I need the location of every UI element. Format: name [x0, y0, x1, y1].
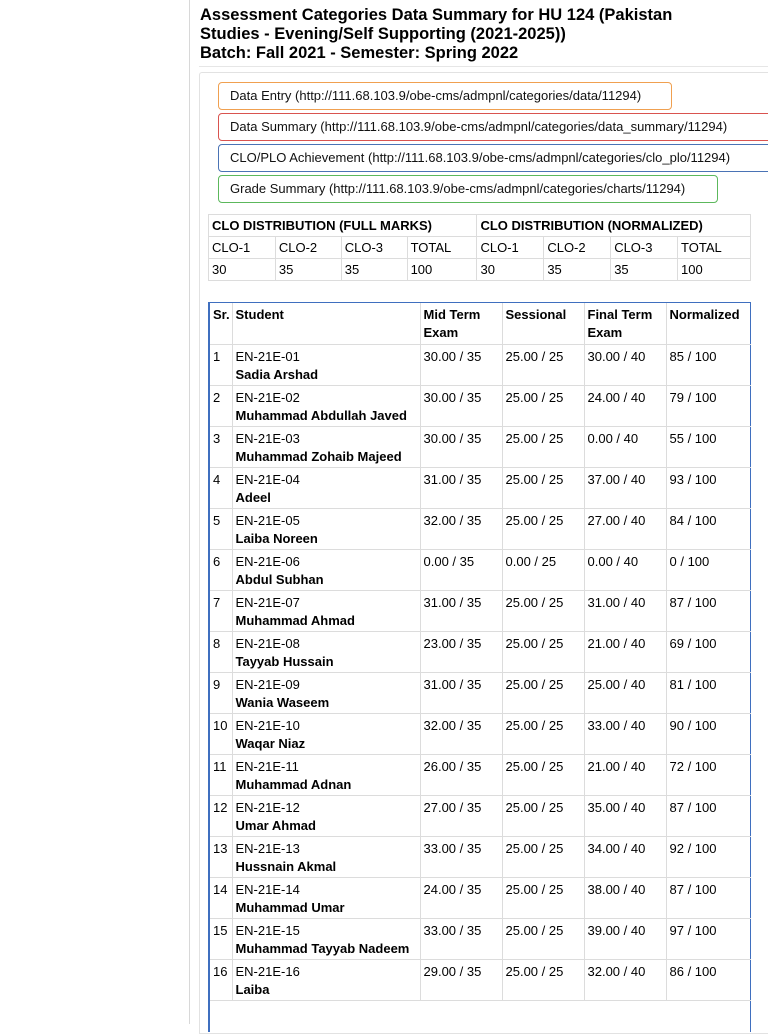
grade-summary-link[interactable]: Grade Summary (http://111.68.103.9/obe-cms/admpnl/categories/charts/11294) — [218, 175, 718, 203]
student-name: Hussnain Akmal — [235, 859, 337, 874]
student-cell — [232, 468, 420, 509]
table-row — [210, 427, 751, 468]
registration-number: EN-21E-14 — [235, 882, 300, 897]
serial-cell: 16 — [210, 960, 232, 1001]
student-cell — [232, 878, 420, 919]
registration-number: EN-21E-11 — [235, 759, 299, 774]
table-row — [210, 837, 751, 878]
serial-cell: 3 — [210, 427, 232, 468]
mid-term-score: 23.00 / 35 — [420, 632, 502, 673]
table-row — [210, 796, 751, 837]
sessional-score: 25.00 / 25 — [502, 468, 584, 509]
clo-header-cell: CLO-3 — [611, 237, 678, 259]
normalized-score: 72 / 100 — [666, 755, 751, 796]
serial-cell: 11 — [210, 755, 232, 796]
student-cell — [232, 632, 420, 673]
normalized-score: 84 / 100 — [666, 509, 751, 550]
table-row — [210, 468, 751, 509]
final-term-score: 37.00 / 40 — [584, 468, 666, 509]
col-header-sr: Sr. — [210, 303, 232, 345]
table-row — [210, 550, 751, 591]
sessional-score: 25.00 / 25 — [502, 714, 584, 755]
registration-number: EN-21E-01 — [235, 349, 300, 364]
table-row — [210, 673, 751, 714]
table-row — [210, 345, 751, 386]
student-summary-table — [210, 303, 751, 1001]
sessional-score: 25.00 / 25 — [502, 509, 584, 550]
table-row — [210, 919, 751, 960]
student-cell — [232, 960, 420, 1001]
mid-term-score: 33.00 / 35 — [420, 919, 502, 960]
mid-term-score: 0.00 / 35 — [420, 550, 502, 591]
student-name: Muhammad Adnan — [235, 777, 352, 792]
student-name: Wania Waseem — [235, 695, 330, 710]
final-term-score: 27.00 / 40 — [584, 509, 666, 550]
serial-cell: 9 — [210, 673, 232, 714]
registration-number: EN-21E-05 — [235, 513, 300, 528]
sessional-score: 25.00 / 25 — [502, 837, 584, 878]
serial-cell: 13 — [210, 837, 232, 878]
student-name: Abdul Subhan — [235, 572, 324, 587]
col-header-student: Student — [232, 303, 420, 345]
mid-term-score: 30.00 / 35 — [420, 345, 502, 386]
page-subtitle-batch: Batch: Fall 2021 - Semester: Spring 2022 — [200, 44, 519, 62]
clo-value-cell: 35 — [341, 259, 407, 281]
registration-number: EN-21E-12 — [235, 800, 300, 815]
mid-term-score: 27.00 / 35 — [420, 796, 502, 837]
normalized-score: 93 / 100 — [666, 468, 751, 509]
sessional-score: 25.00 / 25 — [502, 386, 584, 427]
mid-term-score: 31.00 / 35 — [420, 591, 502, 632]
mid-term-score: 30.00 / 35 — [420, 386, 502, 427]
student-name: Laiba — [235, 982, 270, 997]
student-name: Adeel — [235, 490, 271, 505]
student-name: Muhammad Umar — [235, 900, 345, 915]
sidebar-divider — [189, 0, 190, 1024]
final-term-score: 33.00 / 40 — [584, 714, 666, 755]
data-entry-link[interactable]: Data Entry (http://111.68.103.9/obe-cms/admpnl/categories/data/11294) — [218, 82, 672, 110]
final-term-score: 32.00 / 40 — [584, 960, 666, 1001]
clo-value-cell: 35 — [275, 259, 341, 281]
serial-cell: 1 — [210, 345, 232, 386]
student-cell — [232, 919, 420, 960]
clo-column-header-row — [209, 237, 751, 259]
table-row — [210, 386, 751, 427]
clo-header-cell: CLO-3 — [341, 237, 407, 259]
registration-number: EN-21E-06 — [235, 554, 300, 569]
final-term-score: 0.00 / 40 — [584, 427, 666, 468]
clo-value-row — [209, 259, 751, 281]
clo-value-cell: 100 — [678, 259, 751, 281]
serial-cell: 8 — [210, 632, 232, 673]
clo-header-cell: CLO-1 — [209, 237, 276, 259]
registration-number: EN-21E-04 — [235, 472, 300, 487]
normalized-score: 79 / 100 — [666, 386, 751, 427]
data-summary-link[interactable]: Data Summary (http://111.68.103.9/obe-cms/admpnl/categories/data_summary/11294) — [218, 113, 768, 141]
final-term-score: 21.00 / 40 — [584, 632, 666, 673]
serial-cell: 14 — [210, 878, 232, 919]
student-name: Laiba Noreen — [235, 531, 318, 546]
normalized-score: 55 / 100 — [666, 427, 751, 468]
clo-group-header-row — [209, 215, 751, 237]
clo-normalized-heading: CLO DISTRIBUTION (NORMALIZED) — [477, 215, 751, 237]
mid-term-score: 24.00 / 35 — [420, 878, 502, 919]
sessional-score: 25.00 / 25 — [502, 796, 584, 837]
clo-header-cell: CLO-1 — [477, 237, 544, 259]
clo-plo-achievement-link[interactable]: CLO/PLO Achievement (http://111.68.103.9/obe-cms/admpnl/categories/clo_plo/11294) — [218, 144, 768, 172]
student-name: Umar Ahmad — [235, 818, 316, 833]
final-term-score: 39.00 / 40 — [584, 919, 666, 960]
student-name: Waqar Niaz — [235, 736, 306, 751]
final-term-score: 21.00 / 40 — [584, 755, 666, 796]
registration-number: EN-21E-13 — [235, 841, 300, 856]
student-name: Muhammad Ahmad — [235, 613, 355, 628]
student-name: Muhammad Zohaib Majeed — [235, 449, 402, 464]
clo-distribution-table — [208, 214, 751, 281]
serial-cell: 6 — [210, 550, 232, 591]
final-term-score: 31.00 / 40 — [584, 591, 666, 632]
clo-value-cell: 35 — [611, 259, 678, 281]
clo-value-cell: 35 — [544, 259, 611, 281]
normalized-score: 86 / 100 — [666, 960, 751, 1001]
sessional-score: 25.00 / 25 — [502, 427, 584, 468]
student-table-header-row — [210, 303, 751, 345]
serial-cell: 10 — [210, 714, 232, 755]
normalized-score: 87 / 100 — [666, 796, 751, 837]
student-name: Muhammad Abdullah Javed — [235, 408, 407, 423]
final-term-score: 24.00 / 40 — [584, 386, 666, 427]
student-name: Muhammad Tayyab Nadeem — [235, 941, 410, 956]
mid-term-score: 31.00 / 35 — [420, 673, 502, 714]
serial-cell: 15 — [210, 919, 232, 960]
normalized-score: 0 / 100 — [666, 550, 751, 591]
col-header-mid-term: Mid Term Exam — [420, 303, 502, 345]
clo-value-cell: 30 — [477, 259, 544, 281]
student-name: Tayyab Hussain — [235, 654, 334, 669]
final-term-score: 35.00 / 40 — [584, 796, 666, 837]
clo-full-marks-heading: CLO DISTRIBUTION (FULL MARKS) — [209, 215, 477, 237]
student-cell — [232, 345, 420, 386]
col-header-normalized: Normalized — [666, 303, 751, 345]
sessional-score: 25.00 / 25 — [502, 755, 584, 796]
sessional-score: 25.00 / 25 — [502, 960, 584, 1001]
normalized-score: 92 / 100 — [666, 837, 751, 878]
sessional-score: 25.00 / 25 — [502, 919, 584, 960]
registration-number: EN-21E-03 — [235, 431, 300, 446]
student-cell — [232, 591, 420, 632]
student-cell — [232, 714, 420, 755]
serial-cell: 7 — [210, 591, 232, 632]
student-summary-container — [208, 302, 751, 1032]
mid-term-score: 26.00 / 35 — [420, 755, 502, 796]
serial-cell: 5 — [210, 509, 232, 550]
student-cell — [232, 386, 420, 427]
sessional-score: 0.00 / 25 — [502, 550, 584, 591]
clo-header-cell: TOTAL — [407, 237, 477, 259]
page-title — [200, 6, 740, 63]
sessional-score: 25.00 / 25 — [502, 591, 584, 632]
registration-number: EN-21E-02 — [235, 390, 300, 405]
student-cell — [232, 427, 420, 468]
normalized-score: 81 / 100 — [666, 673, 751, 714]
table-row — [210, 509, 751, 550]
mid-term-score: 32.00 / 35 — [420, 509, 502, 550]
normalized-score: 69 / 100 — [666, 632, 751, 673]
sessional-score: 25.00 / 25 — [502, 673, 584, 714]
col-header-final-term: Final Term Exam — [584, 303, 666, 345]
mid-term-score: 31.00 / 35 — [420, 468, 502, 509]
header-divider — [199, 66, 768, 67]
serial-cell: 12 — [210, 796, 232, 837]
table-row — [210, 755, 751, 796]
serial-cell: 4 — [210, 468, 232, 509]
final-term-score: 30.00 / 40 — [584, 345, 666, 386]
registration-number: EN-21E-15 — [235, 923, 300, 938]
registration-number: EN-21E-10 — [235, 718, 300, 733]
student-cell — [232, 509, 420, 550]
student-cell — [232, 837, 420, 878]
mid-term-score: 30.00 / 35 — [420, 427, 502, 468]
registration-number: EN-21E-09 — [235, 677, 300, 692]
serial-cell: 2 — [210, 386, 232, 427]
clo-value-cell: 100 — [407, 259, 477, 281]
table-row — [210, 878, 751, 919]
normalized-score: 87 / 100 — [666, 878, 751, 919]
registration-number: EN-21E-08 — [235, 636, 300, 651]
registration-number: EN-21E-07 — [235, 595, 300, 610]
table-row — [210, 714, 751, 755]
normalized-score: 85 / 100 — [666, 345, 751, 386]
clo-header-cell: CLO-2 — [544, 237, 611, 259]
mid-term-score: 32.00 / 35 — [420, 714, 502, 755]
clo-value-cell: 30 — [209, 259, 276, 281]
sessional-score: 25.00 / 25 — [502, 345, 584, 386]
page-title-line-2: Studies - Evening/Self Supporting (2021-2025)) — [200, 25, 566, 43]
final-term-score: 34.00 / 40 — [584, 837, 666, 878]
final-term-score: 0.00 / 40 — [584, 550, 666, 591]
final-term-score: 25.00 / 40 — [584, 673, 666, 714]
normalized-score: 87 / 100 — [666, 591, 751, 632]
table-row — [210, 960, 751, 1001]
table-row — [210, 632, 751, 673]
normalized-score: 90 / 100 — [666, 714, 751, 755]
page-title-line-1: Assessment Categories Data Summary for HU 124 (Pakistan — [200, 6, 673, 24]
clo-header-cell: CLO-2 — [275, 237, 341, 259]
col-header-sessional: Sessional — [502, 303, 584, 345]
final-term-score: 38.00 / 40 — [584, 878, 666, 919]
student-name: Sadia Arshad — [235, 367, 319, 382]
student-cell — [232, 673, 420, 714]
student-cell — [232, 550, 420, 591]
clo-header-cell: TOTAL — [678, 237, 751, 259]
normalized-score: 97 / 100 — [666, 919, 751, 960]
student-cell — [232, 755, 420, 796]
sessional-score: 25.00 / 25 — [502, 632, 584, 673]
table-row — [210, 591, 751, 632]
mid-term-score: 33.00 / 35 — [420, 837, 502, 878]
sessional-score: 25.00 / 25 — [502, 878, 584, 919]
student-cell — [232, 796, 420, 837]
registration-number: EN-21E-16 — [235, 964, 300, 979]
mid-term-score: 29.00 / 35 — [420, 960, 502, 1001]
